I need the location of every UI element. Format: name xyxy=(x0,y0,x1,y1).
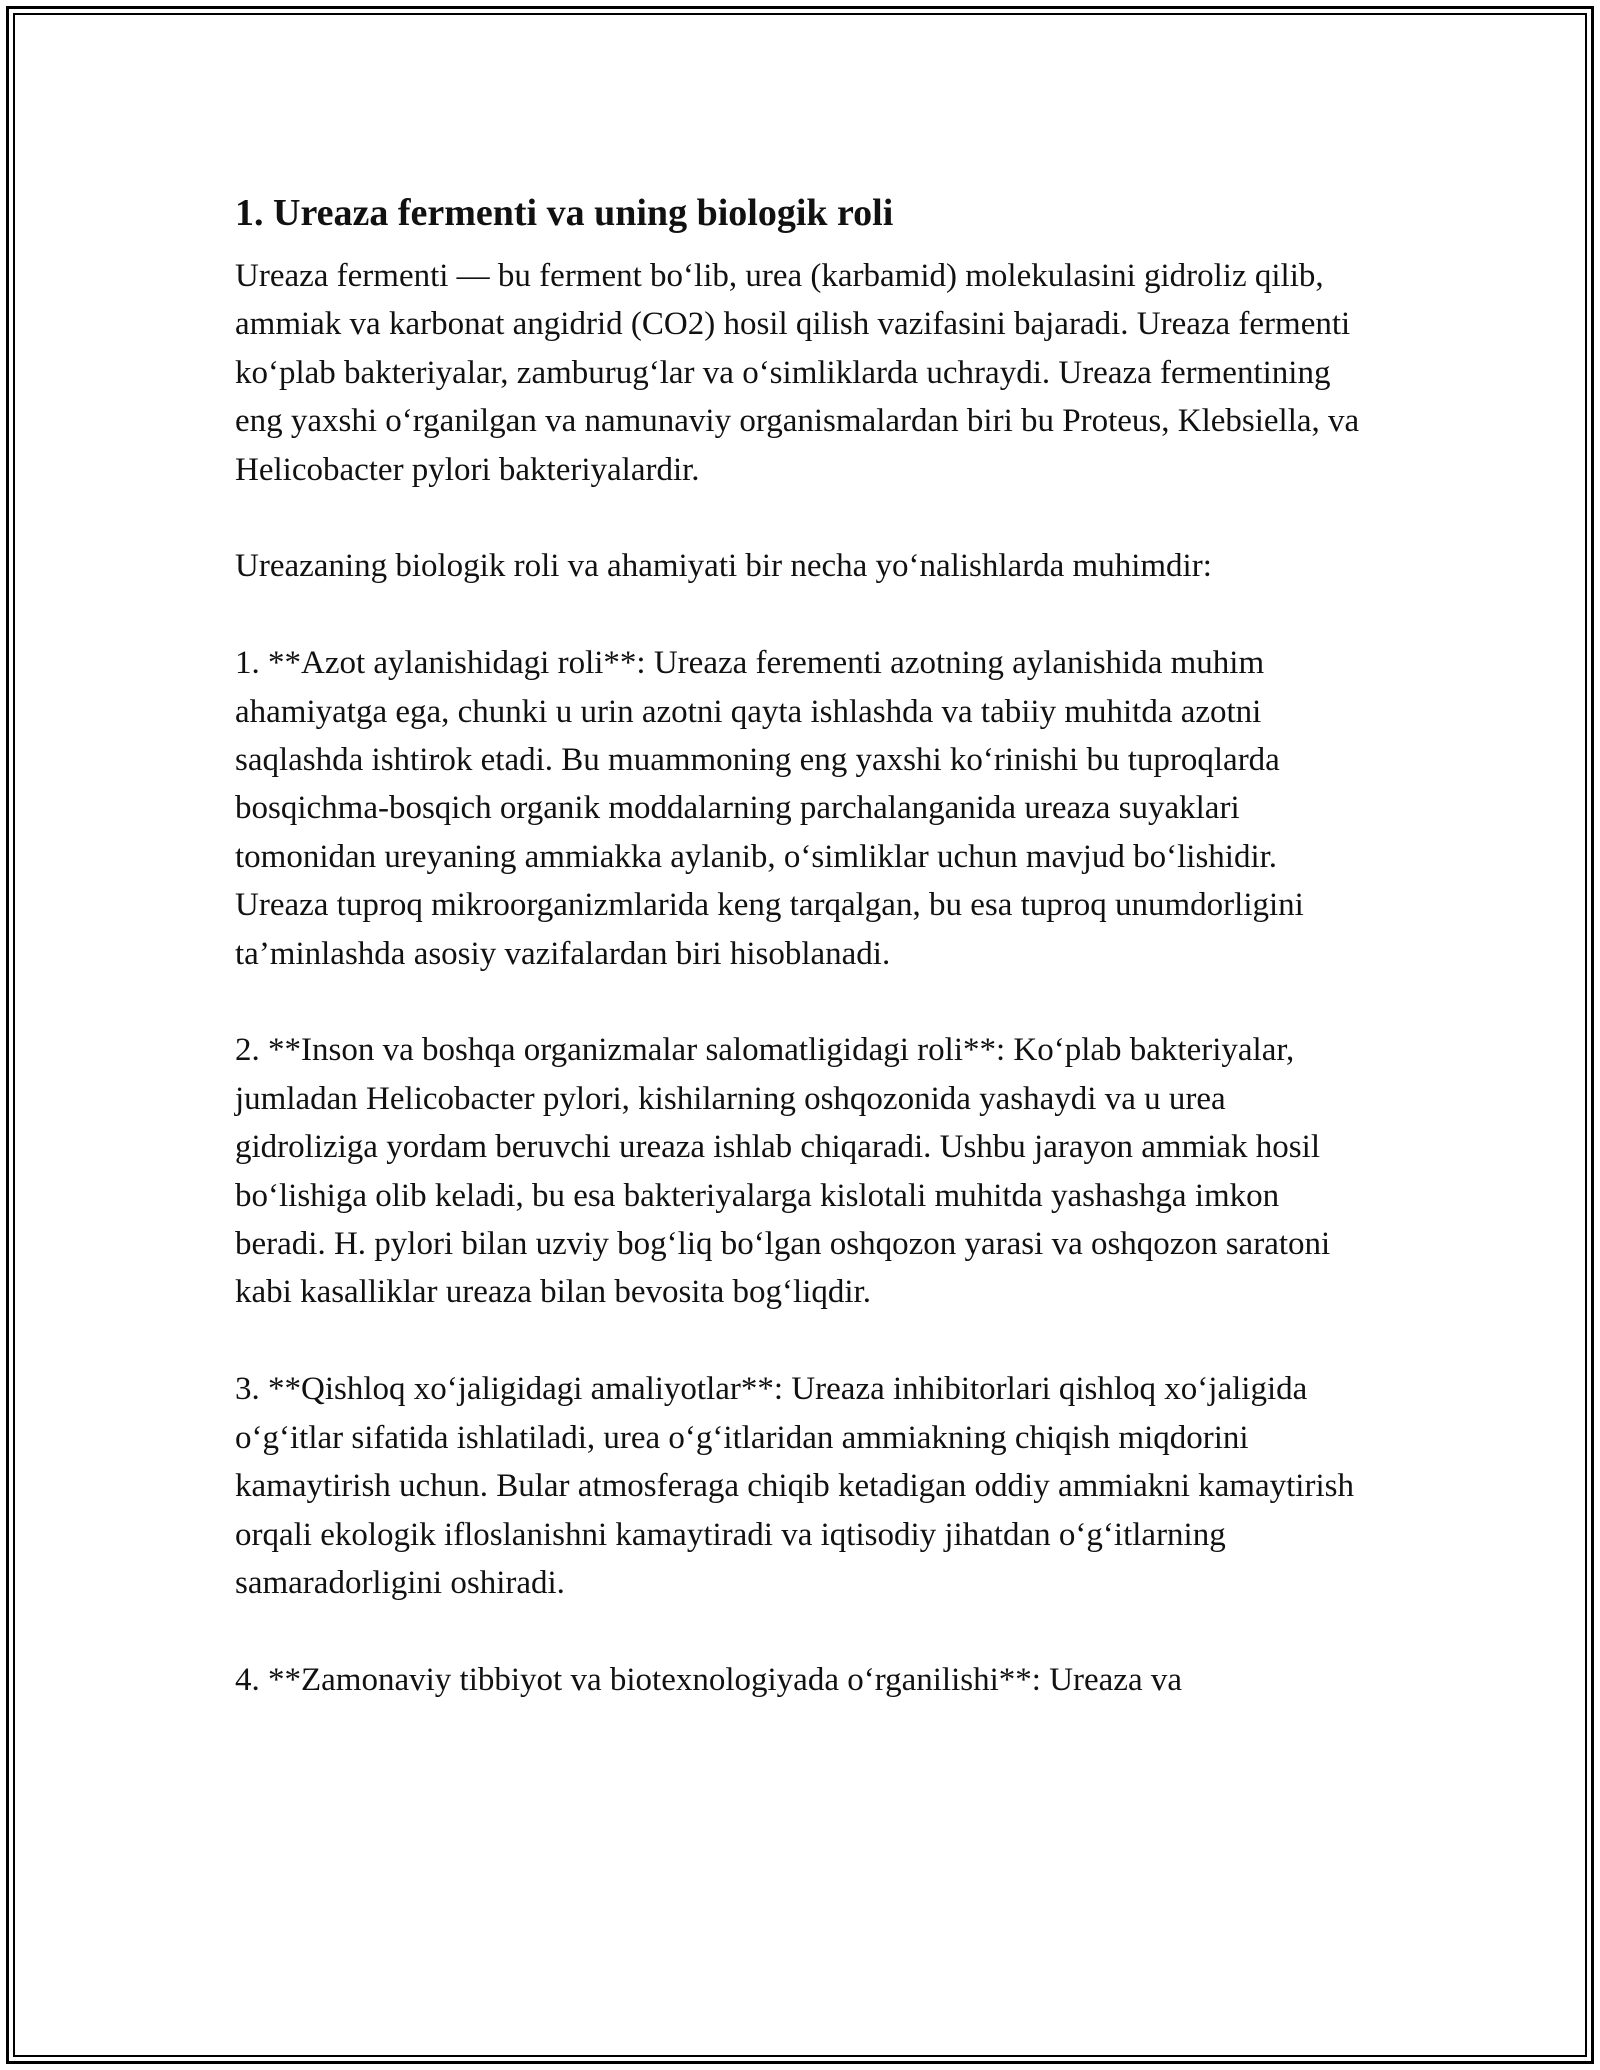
list-item-3-paragraph: 3. **Qishloq xo‘jaligidagi amaliyotlar**: Ureaza inhibitorlari qishloq xo‘jaligida o‘g‘itlar sifatida ishlatiladi, urea o‘g‘itlaridan ammiakning chiqish miqdorini kamaytirish uchun. Bular atmosferaga chiqib ketadigan oddiy ammiakni kamaytirish orqali ekologik ifloslanishni kamaytiradi va iqtisodiy jihatdan o‘g‘itlarning samaradorligini oshiradi. xyxy=(235,1371,1354,1601)
document-body xyxy=(235,186,1375,1704)
intro-paragraph: Ureaza fermenti — bu ferment bo‘lib, urea (karbamid) molekulasini gidroliz qilib, ammiak va karbonat angidrid (CO2) hosil qilish vazifasini bajaradi. Ureaza fermenti ko‘plab bakteriyalar, zamburug‘lar va o‘simliklarda uchraydi. Ureaza fermentining eng yaxshi o‘rganilgan va namunaviy organismalardan biri bu Proteus, Klebsiella, va Helicobacter pylori bakteriyalardir. xyxy=(235,258,1360,488)
paragraph-spacer xyxy=(235,591,1375,639)
paragraph-spacer xyxy=(235,494,1375,542)
list-item-2-paragraph: 2. **Inson va boshqa organizmalar salomatligidagi roli**: Ko‘plab bakteriyalar, jumladan Helicobacter pylori, kishilarning oshqozonida yashaydi va u urea gidroliziga yordam beruvchi ureaza ishlab chiqaradi. Ushbu jarayon ammiak hosil bo‘lishiga olib keladi, bu esa bakteriyalarga kislotali muhitda yashashga imkon beradi. H. pylori bilan uzviy bog‘liq bo‘lgan oshqozon yarasi va oshqozon saratoni kabi kasalliklar ureaza bilan bevosita bog‘liqdir. xyxy=(235,1032,1331,1311)
paragraph-spacer xyxy=(235,978,1375,1026)
paragraph-spacer xyxy=(235,1607,1375,1655)
list-item-1-paragraph: 1. **Azot aylanishidagi roli**: Ureaza ferementi azotning aylanishida muhim ahamiyatga ega, chunki u urin azotni qayta ishlashda va tabiiy muhitda azotni saqlashda ishtirok etadi. Bu muammoning eng yaxshi ko‘rinishi bu tuproqlarda bosqichma-bosqich organik moddalarning parchalanganida ureaza suyaklari tomonidan ureyaning ammiakka aylanib, o‘simliklar uchun mavjud bo‘lishidir. Ureaza tuproq mikroorganizmlarida keng tarqalgan, bu esa tuproq unumdorligini ta’minlashda asosiy vazifalardan biri hisoblanadi. xyxy=(235,645,1304,972)
list-item-4-paragraph: 4. **Zamonaviy tibbiyot va biotexnologiyada o‘rganilishi**: Ureaza va xyxy=(235,1661,1182,1698)
list-intro-paragraph: Ureazaning biologik roli va ahamiyati bir necha yo‘nalishlarda muhimdir: xyxy=(235,548,1212,585)
paragraph-spacer xyxy=(235,1317,1375,1365)
section-heading: 1. Ureaza fermenti va uning biologik roli xyxy=(235,192,894,234)
